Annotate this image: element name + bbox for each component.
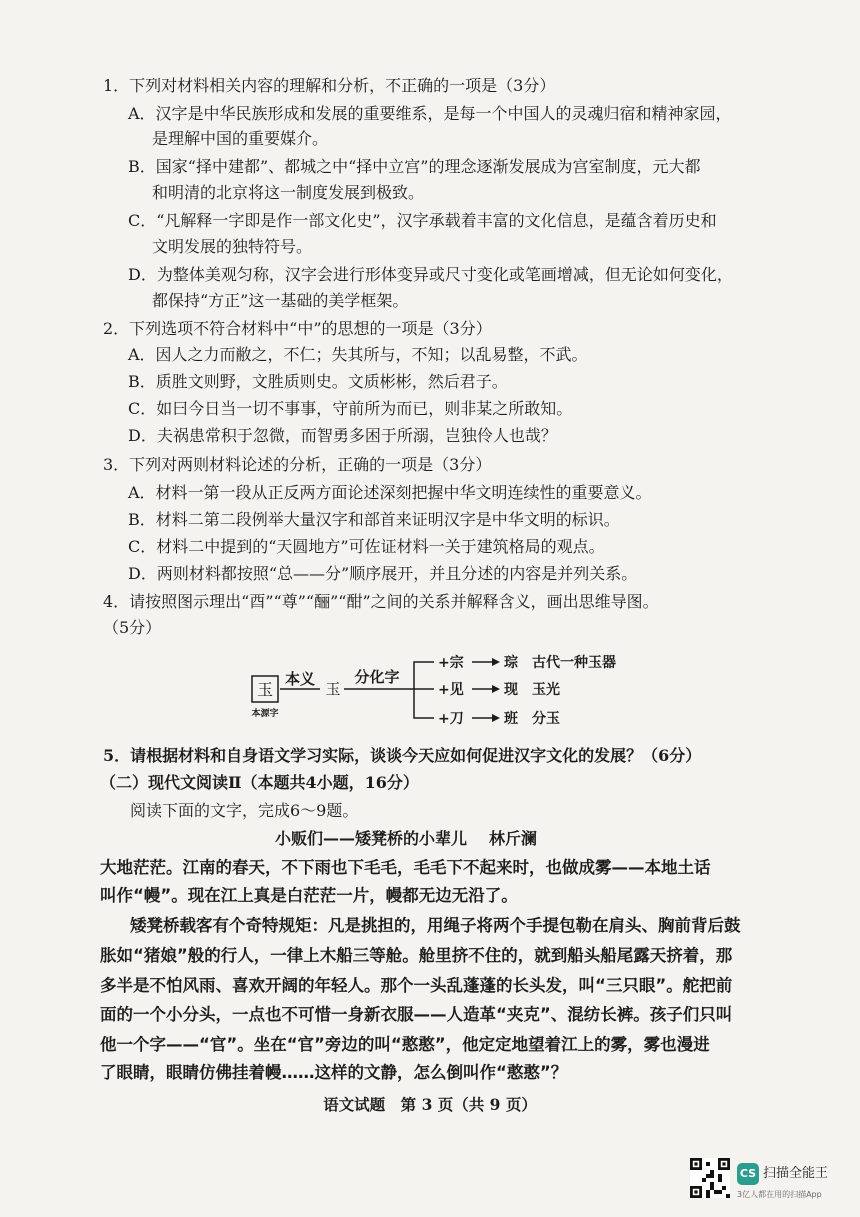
q1-option-d: D．为整体美观匀称，汉字会进行形体变异或尺寸变化或笔画增减，但无论如何变化， bbox=[128, 265, 733, 284]
article-paragraph-line: 面的一个小分头，一点也不可惜一身新衣服——人造革“夹克”、混纺长裤。孩子们只叫 bbox=[100, 1005, 733, 1024]
branch-3-arrow-head bbox=[492, 714, 500, 722]
branch-2-result: 现 bbox=[504, 682, 518, 698]
scanner-brand: 扫描全能王 bbox=[763, 1166, 829, 1181]
q2-option-c: C．如曰今日当一切不事事，守前所为而已，则非某之所敢知。 bbox=[128, 399, 573, 418]
q3-option-a: A．材料一第一段从正反两方面论述深刻把握中华文明连续性的重要意义。 bbox=[128, 483, 652, 502]
q1-stem: 1．下列对材料相关内容的理解和分析，不正确的一项是（3分） bbox=[103, 76, 556, 95]
article-paragraph-line: 多半是不怕风雨、喜欢开阔的年轻人。那个一头乱蓬蓬的长头发，叫“三只眼”。舵把前 bbox=[100, 976, 733, 995]
q2-option-a: A．因人之力而敝之，不仁；失其所与，不知；以乱易整，不武。 bbox=[128, 345, 588, 364]
branch-bracket bbox=[414, 662, 434, 718]
article-paragraph-line: 叫作“幔”。现在江上真是白茫茫一片，幔都无边无沿了。 bbox=[100, 886, 518, 905]
page-footer: 语文试题 第 3 页（共 9 页） bbox=[323, 1095, 537, 1114]
branch-1-meaning: 古代一种玉器 bbox=[532, 655, 616, 671]
branch-3 bbox=[438, 710, 560, 727]
article-paragraph-line: 大地茫茫。江南的春天，不下雨也下毛毛，毛毛下不起来时，也做成雾——本地土话 bbox=[100, 858, 711, 877]
branch-3-result: 班 bbox=[504, 711, 518, 727]
camscanner-logo-icon: CS bbox=[737, 1163, 759, 1185]
q5-stem: 5．请根据材料和自身语文学习实际，谈谈今天应如何促进汉字文化的发展？（6分） bbox=[103, 746, 702, 765]
q3-option-c: C．材料二中提到的“天圆地方”可佐证材料一关于建筑格局的观点。 bbox=[128, 537, 605, 556]
q3-option-b: B．材料二第二段例举大量汉字和部首来证明汉字是中华文明的标识。 bbox=[128, 510, 620, 529]
q4-stem: 4．请按照图示理出“酉”“尊”“酾”“酣”之间的关系并解释含义，画出思维导图。 bbox=[103, 592, 659, 611]
edge-label: 本义 bbox=[284, 670, 316, 688]
q1-option-c-cont: 文明发展的独特符号。 bbox=[152, 237, 313, 256]
article-paragraph-line: 矮凳桥载客有个奇特规矩：凡是挑担的，用绳子将两个手提包勒在肩头、胸前背后鼓 bbox=[130, 916, 741, 935]
branch-2 bbox=[438, 681, 560, 698]
scanner-tagline: 3亿人都在用的扫描App bbox=[737, 1190, 822, 1199]
branch-3-add: +刀 bbox=[438, 711, 464, 727]
branch-3-meaning: 分玉 bbox=[532, 711, 560, 727]
branch-label: 分化字 bbox=[354, 668, 400, 686]
qr-code-icon bbox=[690, 1158, 730, 1198]
article-paragraph-line: 他一个字——“官”。坐在“官”旁边的叫“憨憨”，他定定地望着江上的雾，雾也漫进 bbox=[100, 1035, 710, 1054]
meaning-char: 玉 bbox=[325, 680, 341, 698]
article-paragraph-line: 了眼睛，眼睛仿佛挂着幔……这样的文静，怎么倒叫作“憨憨”？ bbox=[100, 1063, 568, 1082]
section-heading: （二）现代文阅读Ⅱ（本题共4小题，16分） bbox=[100, 773, 419, 792]
q2-stem: 2．下列选项不符合材料中“中”的思想的一项是（3分） bbox=[103, 319, 492, 338]
q1-option-c: C．“凡解释一字即是作一部文化史”，汉字承载着丰富的文化信息，是蕴含着历史和 bbox=[128, 211, 717, 230]
branch-1 bbox=[438, 654, 616, 671]
q2-option-d: D．夫祸患常积于忽微，而智勇多困于所溺，岂独伶人也哉？ bbox=[128, 426, 557, 445]
root-caption: 本源字 bbox=[251, 709, 279, 719]
root-char: 玉 bbox=[256, 680, 274, 699]
q1-option-b: B．国家“择中建都”、都城之中“择中立宫”的理念逐渐发展成为宫室制度，元大都 bbox=[128, 157, 701, 176]
branch-2-arrow-head bbox=[492, 685, 500, 693]
article-title: 小贩们——矮凳桥的小辈儿 bbox=[275, 829, 468, 848]
q3-stem: 3．下列对两则材料论述的分析，正确的一项是（3分） bbox=[103, 455, 492, 474]
branch-1-result: 琮 bbox=[504, 655, 518, 671]
branch-1-arrow-head bbox=[492, 658, 500, 666]
q1-option-d-cont: 都保持“方正”这一基础的美学框架。 bbox=[152, 291, 409, 310]
branch-1-add: +宗 bbox=[438, 655, 464, 671]
q3-option-d: D．两则材料都按照“总——分”顺序展开，并且分述的内容是并列关系。 bbox=[128, 564, 638, 583]
branch-2-add: +见 bbox=[438, 682, 464, 698]
q1-option-a-cont: 是理解中国的重要媒介。 bbox=[152, 129, 329, 148]
mindmap-diagram bbox=[248, 642, 628, 732]
q1-option-a: A．汉字是中华民族形成和发展的重要维系，是每一个中国人的灵魂归宿和精神家园， bbox=[128, 104, 732, 123]
q2-option-b: B．质胜文则野，文胜质则史。文质彬彬，然后君子。 bbox=[128, 372, 508, 391]
branch-2-meaning: 玉光 bbox=[532, 682, 560, 698]
reading-instruction: 阅读下面的文字，完成6～9题。 bbox=[130, 801, 359, 820]
article-author: 林斤澜 bbox=[489, 829, 538, 848]
article-paragraph-line: 胀如“猪娘”般的行人，一律上木船三等舱。舱里挤不住的，就到船头船尾露天挤着，那 bbox=[100, 946, 733, 965]
q4-points: （5分） bbox=[103, 618, 162, 637]
article-title-line bbox=[275, 828, 537, 850]
q1-option-b-cont: 和明清的北京将这一制度发展到极致。 bbox=[152, 183, 425, 202]
